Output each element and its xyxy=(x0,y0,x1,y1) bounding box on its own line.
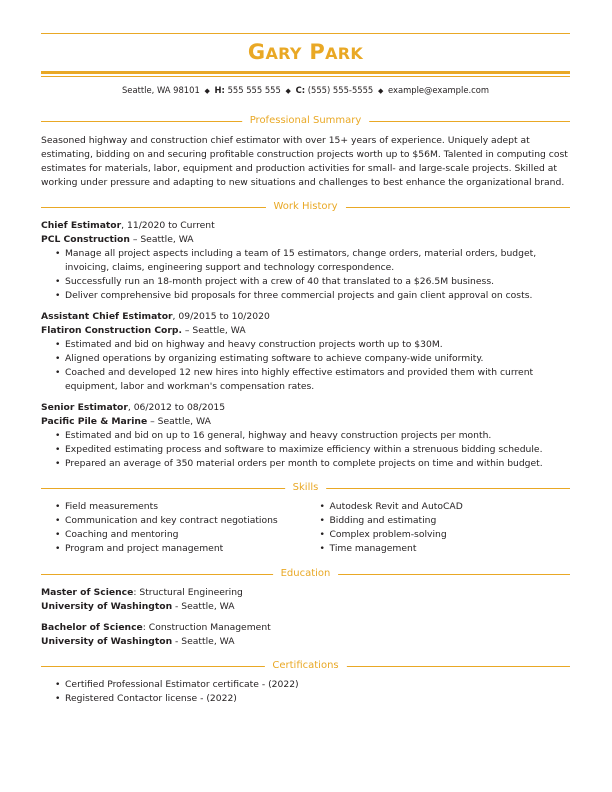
job-entry xyxy=(41,401,570,471)
skills-list xyxy=(41,500,570,556)
list-item: • Coaching and mentoring xyxy=(55,528,306,542)
list-item: • Communication and key contract negotiations xyxy=(55,514,306,528)
certifications-heading xyxy=(41,660,570,672)
school-location: - Seattle, WA xyxy=(172,601,235,612)
list-item: • Certified Professional Estimator certificate - (2022) xyxy=(55,678,570,692)
work-heading-label: Work History xyxy=(265,201,345,213)
list-item: • Coached and developed 12 new hires into highly effective estimators and provided them with current equipment, labor and workman's compensation rates. xyxy=(55,366,570,394)
list-item: • Estimated and bid on up to 16 general, highway and heavy construction projects per month. xyxy=(55,429,570,443)
name-first-initial: G xyxy=(247,40,266,64)
diamond-separator-icon: ◆ xyxy=(377,87,384,95)
list-item: • Registered Contactor license - (2022) xyxy=(55,692,570,706)
list-item: • Autodesk Revit and AutoCAD xyxy=(320,500,571,514)
contact-email[interactable]: example@example.com xyxy=(388,85,490,95)
job-bullets xyxy=(55,429,570,471)
list-item: • Program and project management xyxy=(55,542,306,556)
list-item: • Manage all project aspects including a team of 15 estimators, change orders, material orders, budget, invoicing, claims, engineering support and technology correspondence. xyxy=(55,247,570,275)
skills-column-right xyxy=(320,500,571,556)
contact-line xyxy=(41,84,570,97)
job-title: Senior Estimator xyxy=(41,402,128,413)
summary-text: Seasoned highway and construction chief estimator with over 15+ years of experience. Uniquely adept at estimating, bidding on and securing profitable construction projects worth up to $56M. Talented in computing cost estimates for materials, labor, equipment and production activities for small- and large-scale projects. Skilled at working under pressure and adapting to new situations and challenges to best enhance the organizational brand. xyxy=(41,135,568,188)
certifications-bullets xyxy=(55,678,570,706)
list-item: • Estimated and bid on highway and heavy construction projects worth up to $30M. xyxy=(55,338,570,352)
home-phone: 555 555 555 xyxy=(227,85,281,95)
job-entry xyxy=(41,219,570,303)
job-company: PCL Construction xyxy=(41,234,130,245)
job-dates: , 06/2012 to 08/2015 xyxy=(127,402,226,413)
name-last-rest: ARK xyxy=(325,44,364,63)
education-heading-label: Education xyxy=(273,568,339,580)
top-rule xyxy=(41,33,570,34)
skills-column-left xyxy=(55,500,306,556)
job-bullets xyxy=(55,247,570,303)
school-location: - Seattle, WA xyxy=(172,636,235,647)
diamond-separator-icon: ◆ xyxy=(204,87,210,95)
education-entry xyxy=(41,586,570,614)
name-rule-thick xyxy=(41,71,570,74)
applicant-name xyxy=(41,40,570,66)
job-title: Assistant Chief Estimator xyxy=(41,311,173,322)
diamond-separator-icon: ◆ xyxy=(285,87,291,95)
contact-address: Seattle, WA 98101 xyxy=(121,85,200,95)
name-last-initial: P xyxy=(309,40,326,64)
school: University of Washington xyxy=(41,601,173,612)
job-company: Flatiron Construction Corp. xyxy=(41,325,182,336)
skills-heading xyxy=(41,482,570,494)
job-entry xyxy=(41,310,570,394)
work-history-heading xyxy=(41,201,570,213)
degree-field: : Construction Management xyxy=(142,622,271,633)
skills-heading-label: Skills xyxy=(285,482,327,494)
list-item: • Aligned operations by organizing estimating software to achieve company-wide uniformity. xyxy=(55,352,570,366)
cell-phone-label: C: xyxy=(295,85,306,95)
education-heading xyxy=(41,568,570,580)
cell-phone: (555) 555-5555 xyxy=(307,85,374,95)
job-dates: , 09/2015 to 10/2020 xyxy=(172,311,270,322)
job-company: Pacific Pile & Marine xyxy=(41,416,148,427)
list-item: • Field measurements xyxy=(55,500,306,514)
degree: Bachelor of Science xyxy=(41,622,143,633)
degree: Master of Science xyxy=(41,587,134,598)
list-item: • Prepared an average of 350 material orders per month to complete projects on time and within budget. xyxy=(55,457,570,471)
list-item: • Time management xyxy=(320,542,571,556)
job-location: – Seattle, WA xyxy=(181,325,246,336)
summary-heading xyxy=(41,115,570,127)
job-bullets xyxy=(55,338,570,394)
list-item: • Successfully run an 18-month project with a crew of 40 that translated to a $26.5M business. xyxy=(55,275,570,289)
certifications-list xyxy=(41,678,570,706)
summary-heading-label: Professional Summary xyxy=(242,115,370,127)
education-entry xyxy=(41,621,570,649)
job-title: Chief Estimator xyxy=(41,220,122,231)
list-item: • Deliver comprehensive bid proposals for three commercial projects and gain client approval on costs. xyxy=(55,289,570,303)
school: University of Washington xyxy=(41,636,173,647)
list-item: • Expedited estimating process and software to maximize efficiency within a strenuous bidding schedule. xyxy=(55,443,570,457)
job-dates: , 11/2020 to Current xyxy=(121,220,215,231)
name-rule-thin xyxy=(41,76,570,77)
name-first-rest: ARY xyxy=(265,44,302,63)
job-location: – Seattle, WA xyxy=(129,234,194,245)
list-item: • Complex problem-solving xyxy=(320,528,571,542)
certifications-heading-label: Certifications xyxy=(264,660,346,672)
home-phone-label: H: xyxy=(214,85,225,95)
degree-field: : Structural Engineering xyxy=(133,587,243,598)
list-item: • Bidding and estimating xyxy=(320,514,571,528)
job-location: – Seattle, WA xyxy=(147,416,211,427)
resume-page xyxy=(41,0,570,792)
